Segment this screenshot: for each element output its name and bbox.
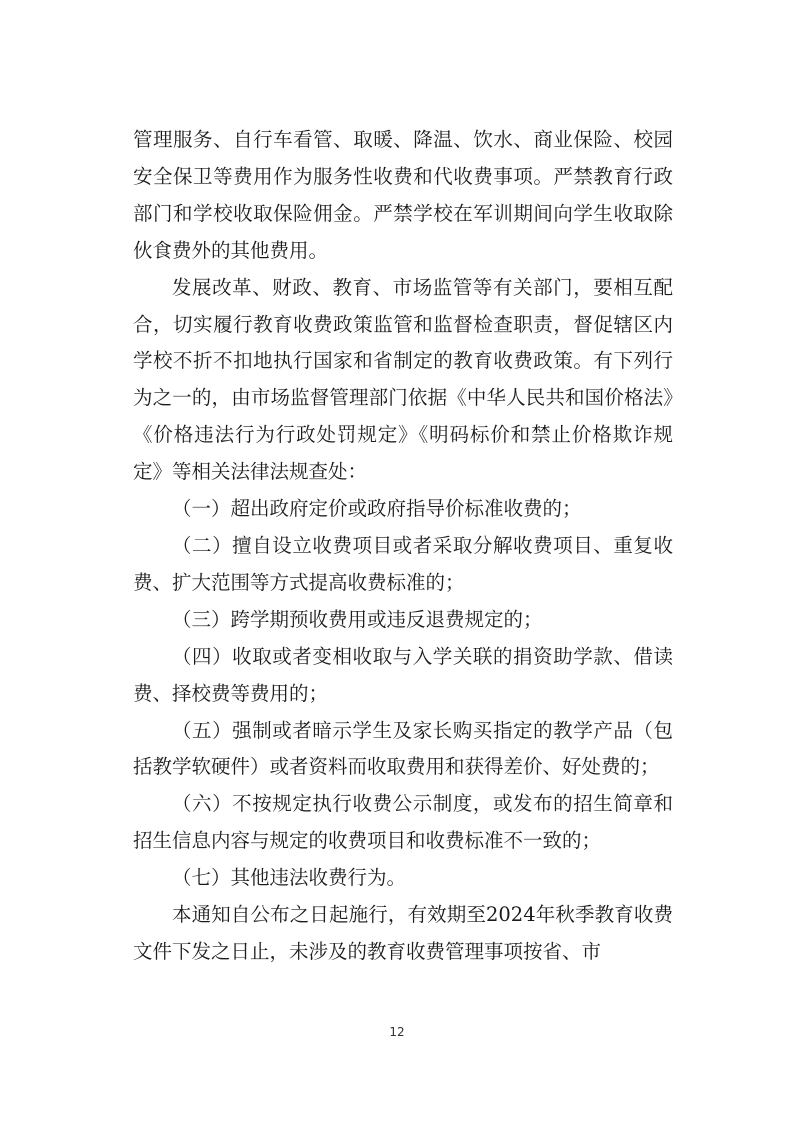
document-body (133, 122, 673, 971)
list-item-1: （一）超出政府定价或政府指导价标准收费的； (172, 497, 582, 521)
paragraph-service-fees: 管理服务、自行车看管、取暖、降温、饮水、商业保险、校园安全保卫等费用作为服务性收费和代收费事项。严禁教育行政部门和学校收取保险佣金。严禁学校在军训期间向学生收取除伙食费外的其他费用。 (133, 128, 673, 262)
list-item-4: （四）收取或者变相收取与入学关联的捐资助学款、借读费、择校费等费用的； (133, 644, 673, 705)
page-number: 12 (389, 1025, 405, 1039)
list-item-3: （三）跨学期预收费用或违反退费规定的； (172, 607, 543, 631)
paragraph-effective-date: 本通知自公布之日起施行，有效期至2024年秋季教育收费文件下发之日止，未涉及的教育收费管理事项按省、市 (133, 903, 673, 963)
list-item-2: （二）擅自设立收费项目或者采取分解收费项目、重复收费、扩大范围等方式提高收费标准的； (133, 533, 673, 594)
list-item-5: （五）强制或者暗示学生及家长购买指定的教学产品（包括教学软硬件）或者资料而收取费用和获得差价、好处费的； (133, 718, 673, 779)
list-item-6: （六）不按规定执行收费公示制度，或发布的招生简章和招生信息内容与规定的收费项目和收费标准不一致的； (133, 792, 673, 853)
list-item-7: （七）其他违法收费行为。 (172, 866, 407, 890)
paragraph-supervision: 发展改革、财政、教育、市场监管等有关部门，要相互配合，切实履行教育收费政策监管和监督检查职责，督促辖区内学校不折不扣地执行国家和省制定的教育收费政策。有下列行为之一的，由市场监督管理部门依据《中华人民共和国价格法》《价格违法行为行政处罚规定》《明码标价和禁止价格欺诈规定》等相关法律法规查处： (133, 275, 673, 484)
